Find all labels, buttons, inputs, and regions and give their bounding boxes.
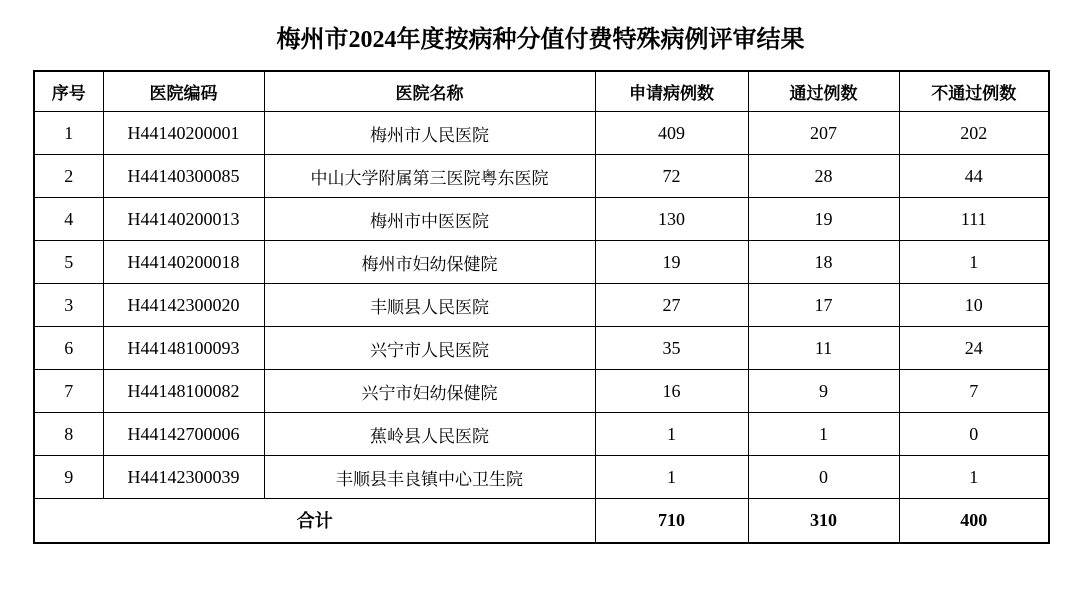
cell-code: H44148100082	[103, 370, 264, 413]
cell-failed: 24	[899, 327, 1049, 370]
cell-seq: 8	[34, 413, 103, 456]
cell-code: H44142300039	[103, 456, 264, 499]
cell-passed: 19	[748, 198, 899, 241]
cell-passed: 9	[748, 370, 899, 413]
cell-failed: 111	[899, 198, 1049, 241]
table-body	[34, 112, 1049, 499]
cell-seq: 2	[34, 155, 103, 198]
total-cell-passed: 310	[748, 499, 899, 543]
table-row	[34, 112, 1049, 155]
cell-passed: 207	[748, 112, 899, 155]
header-name: 医院名称	[264, 71, 595, 112]
cell-seq: 3	[34, 284, 103, 327]
cell-name: 蕉岭县人民医院	[264, 413, 595, 456]
header-failed: 不通过例数	[899, 71, 1049, 112]
cell-applied: 1	[595, 456, 748, 499]
cell-applied: 130	[595, 198, 748, 241]
cell-code: H44140200001	[103, 112, 264, 155]
cell-failed: 1	[899, 456, 1049, 499]
header-applied: 申请病例数	[595, 71, 748, 112]
total-cell-failed: 400	[899, 499, 1049, 543]
cell-passed: 18	[748, 241, 899, 284]
cell-applied: 1	[595, 413, 748, 456]
cell-name: 中山大学附属第三医院粤东医院	[264, 155, 595, 198]
total-cell-applied: 710	[595, 499, 748, 543]
cell-seq: 6	[34, 327, 103, 370]
table-row	[34, 284, 1049, 327]
header-passed: 通过例数	[748, 71, 899, 112]
cell-seq: 9	[34, 456, 103, 499]
cell-passed: 28	[748, 155, 899, 198]
header-row	[34, 71, 1049, 112]
cell-failed: 202	[899, 112, 1049, 155]
table-footer	[34, 499, 1049, 543]
cell-code: H44140200013	[103, 198, 264, 241]
cell-failed: 0	[899, 413, 1049, 456]
table-row	[34, 241, 1049, 284]
cell-name: 兴宁市妇幼保健院	[264, 370, 595, 413]
cell-applied: 409	[595, 112, 748, 155]
header-code: 医院编码	[103, 71, 264, 112]
table-row	[34, 198, 1049, 241]
cell-name: 梅州市妇幼保健院	[264, 241, 595, 284]
cell-failed: 1	[899, 241, 1049, 284]
cell-code: H44140200018	[103, 241, 264, 284]
cell-name: 梅州市中医医院	[264, 198, 595, 241]
cell-name: 丰顺县丰良镇中心卫生院	[264, 456, 595, 499]
cell-name: 梅州市人民医院	[264, 112, 595, 155]
cell-applied: 72	[595, 155, 748, 198]
cell-code: H44142700006	[103, 413, 264, 456]
cell-applied: 35	[595, 327, 748, 370]
results-table	[33, 70, 1050, 544]
table-row	[34, 413, 1049, 456]
table-row	[34, 327, 1049, 370]
cell-code: H44148100093	[103, 327, 264, 370]
cell-applied: 19	[595, 241, 748, 284]
cell-applied: 27	[595, 284, 748, 327]
cell-passed: 11	[748, 327, 899, 370]
cell-code: H44142300020	[103, 284, 264, 327]
header-seq: 序号	[34, 71, 103, 112]
cell-passed: 17	[748, 284, 899, 327]
cell-failed: 10	[899, 284, 1049, 327]
cell-seq: 5	[34, 241, 103, 284]
cell-seq: 7	[34, 370, 103, 413]
cell-seq: 1	[34, 112, 103, 155]
cell-seq: 4	[34, 198, 103, 241]
cell-code: H44140300085	[103, 155, 264, 198]
table-header	[34, 71, 1049, 112]
cell-passed: 1	[748, 413, 899, 456]
total-label: 合计	[34, 499, 595, 543]
cell-applied: 16	[595, 370, 748, 413]
table-row	[34, 370, 1049, 413]
cell-name: 丰顺县人民医院	[264, 284, 595, 327]
page-title: 梅州市2024年度按病种分值付费特殊病例评审结果	[276, 27, 805, 53]
table-row	[34, 456, 1049, 499]
cell-failed: 7	[899, 370, 1049, 413]
total-row	[34, 499, 1049, 543]
cell-name: 兴宁市人民医院	[264, 327, 595, 370]
cell-failed: 44	[899, 155, 1049, 198]
table-row	[34, 155, 1049, 198]
cell-passed: 0	[748, 456, 899, 499]
